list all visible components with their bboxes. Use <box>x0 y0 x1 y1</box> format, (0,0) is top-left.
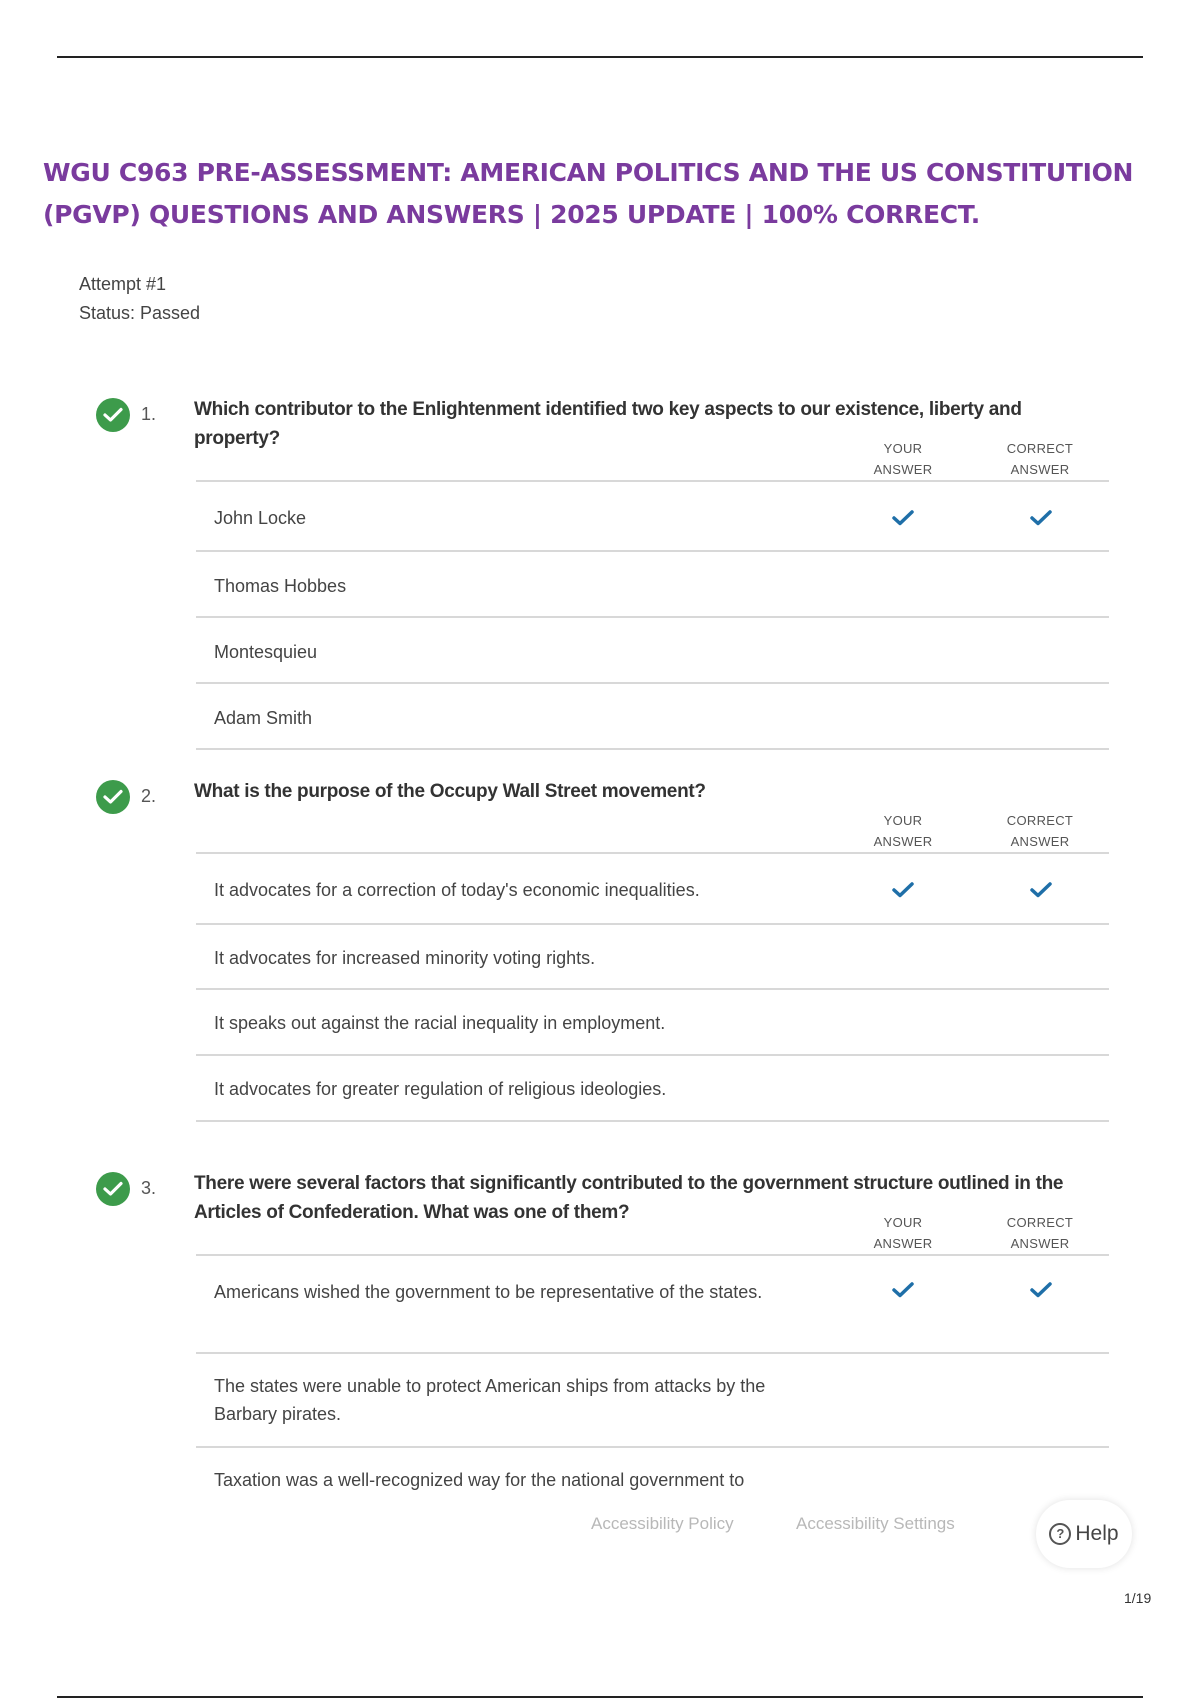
check-circle-icon <box>96 780 130 814</box>
option-text: It speaks out against the racial inequality in employment. <box>214 1013 666 1033</box>
divider <box>196 480 1109 482</box>
option-text: John Locke <box>214 508 307 528</box>
correct-answer-checkmark-icon <box>1030 510 1052 526</box>
divider <box>196 550 1109 552</box>
divider <box>196 988 1109 990</box>
option-text: Thomas Hobbes <box>214 576 347 596</box>
divider <box>196 1254 1109 1256</box>
your-answer-header: YOUR ANSWER <box>873 441 933 477</box>
correct-answer-header: CORRECT ANSWER <box>1006 813 1074 849</box>
divider <box>196 923 1109 925</box>
attempt-number: Attempt #1 <box>79 274 167 294</box>
divider <box>196 852 1109 854</box>
option-text: Adam Smith <box>214 708 313 728</box>
bottom-rule <box>57 1696 1143 1698</box>
your-answer-checkmark-icon <box>892 882 914 898</box>
question-number: 1. <box>141 404 157 424</box>
your-answer-checkmark-icon <box>892 1282 914 1298</box>
correct-answer-header: CORRECT ANSWER <box>1006 441 1074 477</box>
divider <box>196 616 1109 618</box>
accessibility-settings-link[interactable]: Accessibility Settings <box>796 1514 955 1533</box>
option-text: It advocates for greater regulation of religious ideologies. <box>214 1079 667 1099</box>
page-number: 1/19 <box>1124 1590 1152 1606</box>
attempt-info <box>79 270 200 328</box>
correct-answer-checkmark-icon <box>1030 1282 1052 1298</box>
correct-answer-checkmark-icon <box>1030 882 1052 898</box>
question-text: What is the purpose of the Occupy Wall Street movement? <box>194 781 706 802</box>
help-button[interactable] <box>1036 1500 1132 1568</box>
your-answer-header: YOUR ANSWER <box>873 1215 933 1251</box>
help-label: Help <box>1075 1522 1119 1545</box>
divider <box>196 1352 1109 1354</box>
attempt-status: Status: Passed <box>79 303 201 323</box>
question-number: 3. <box>141 1178 157 1198</box>
divider <box>196 1446 1109 1448</box>
check-circle-icon <box>96 1172 130 1206</box>
question-number: 2. <box>141 786 157 806</box>
correct-answer-header: CORRECT ANSWER <box>1006 1215 1074 1251</box>
your-answer-checkmark-icon <box>892 510 914 526</box>
check-circle-icon <box>96 398 130 432</box>
divider <box>196 748 1109 750</box>
option-text: Montesquieu <box>214 642 318 662</box>
option-text: The states were unable to protect American ships from attacks by the Barbary pirates. <box>214 1376 766 1424</box>
accessibility-policy-link[interactable]: Accessibility Policy <box>591 1514 734 1533</box>
page-title: WGU C963 PRE-ASSESSMENT: AMERICAN POLITICS AND THE US CONSTITUTION (PGVP) QUESTIONS AND ANSWERS | 2025 UPDATE | 100% CORRECT. <box>43 158 1134 229</box>
question-text: There were several factors that significantly contributed to the government structure outlined in the Articles of Confederation. What was one of them? <box>194 1173 1064 1223</box>
option-text: Taxation was a well-recognized way for the national government to <box>214 1470 745 1490</box>
divider <box>196 1120 1109 1122</box>
divider <box>196 1054 1109 1056</box>
your-answer-header: YOUR ANSWER <box>873 813 933 849</box>
option-text: It advocates for increased minority voting rights. <box>214 948 596 968</box>
divider <box>196 682 1109 684</box>
option-text: It advocates for a correction of today's economic inequalities. <box>214 880 700 900</box>
question-circle-icon: ? <box>1049 1523 1071 1545</box>
top-rule <box>57 56 1143 58</box>
question-text: Which contributor to the Enlightenment identified two key aspects to our existence, liberty and property? <box>194 399 1022 449</box>
option-text: Americans wished the government to be representative of the states. <box>214 1282 763 1302</box>
